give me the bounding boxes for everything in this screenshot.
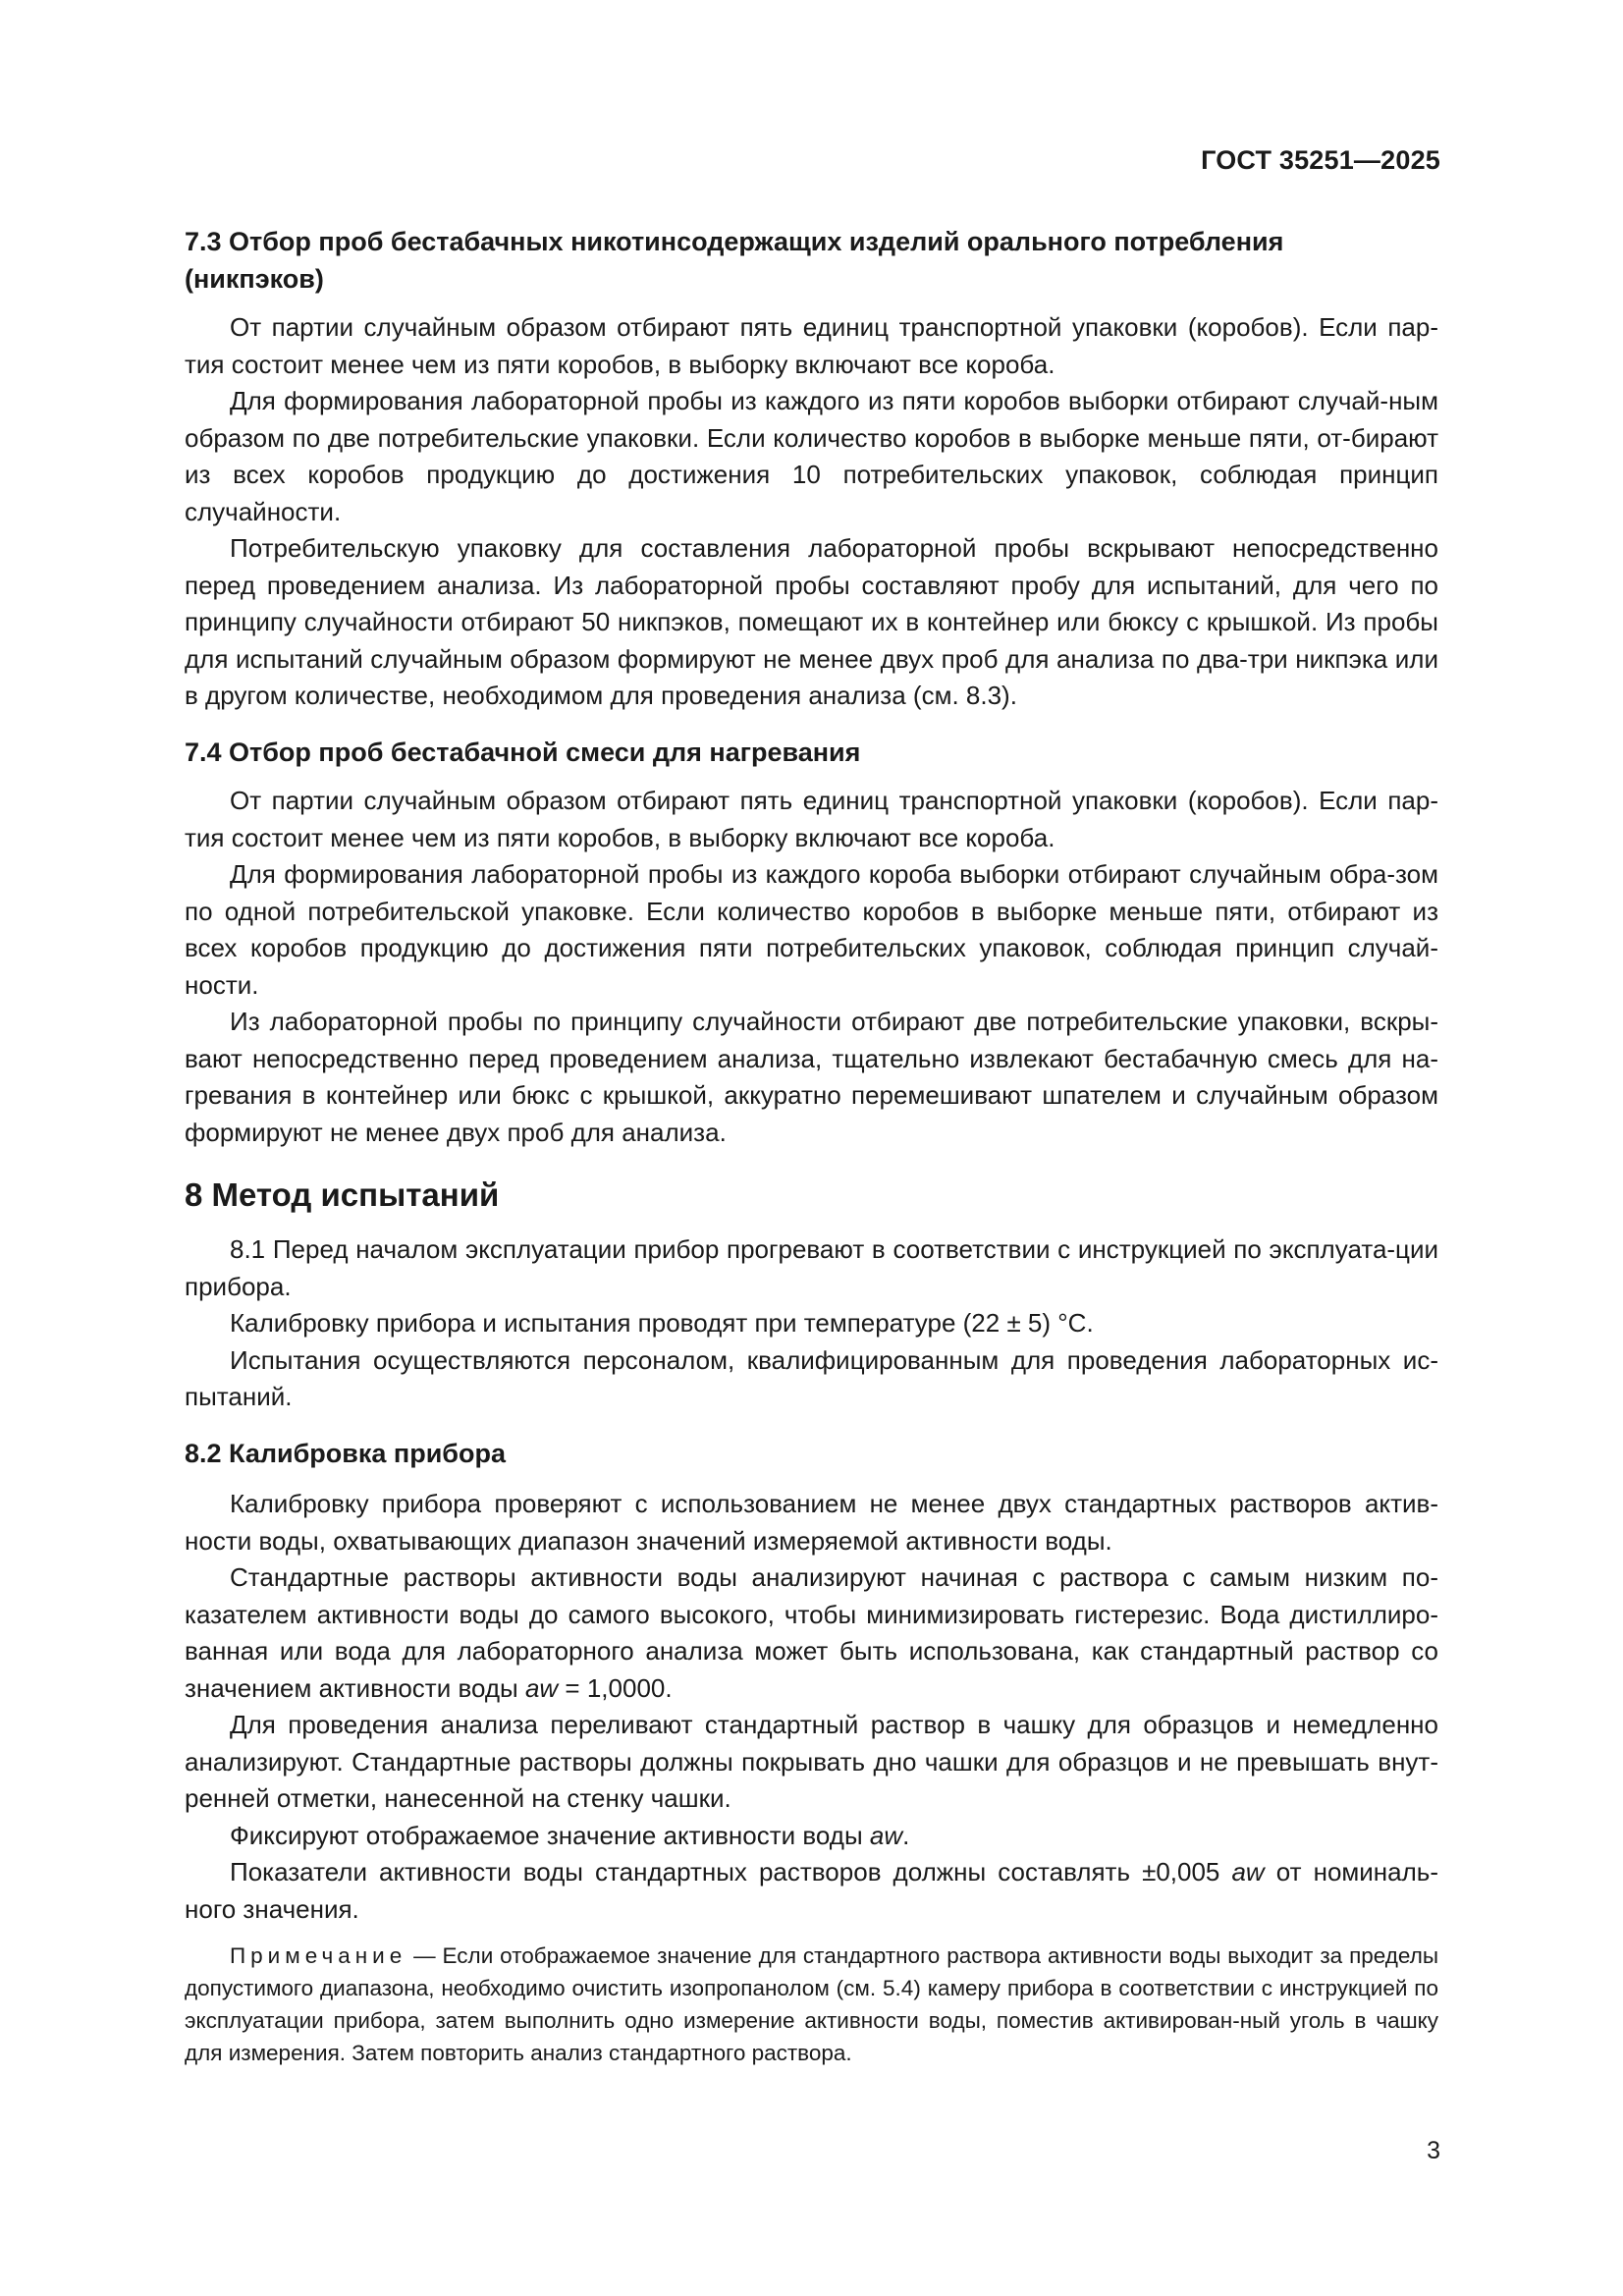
- note-text: — Если отображаемое значение для стандартного раствора активности воды выходит за пределы допустимого диапазона, необходимо очистить изопропанолом (см. 5.4) камеру прибора в соответствии с инструкцией по эксплуатации прибора, затем выполнить одно измерение активности воды, поместив активирован-ный уголь в чашку для измерения. Затем повторить анализ стандартного раствора.: [185, 1943, 1438, 2065]
- aw-variable: aw: [1231, 1857, 1265, 1886]
- paragraph-text-end: .: [902, 1820, 910, 1850]
- paragraph-text: Стандартные растворы активности воды анализируют начиная с раствора с самым низким по-казателем активности воды до самого высокого, чтобы минимизировать гистерезис. Вода дистиллиро-ванная или вода для лабораторного анализа может быть использована, как стандартный раствор со значением активности воды: [185, 1562, 1438, 1703]
- section-7-4-paragraph-3: Из лабораторной пробы по принципу случайности отбирают две потребительские упаковки, вскры-вают непосредственно перед проведением анализа, тщательно извлекают бестабачную смесь для на-гревания в контейнер или бюкс с крышкой, аккуратно перемешивают шпателем и случайным образом формируют не менее двух проб для анализа.: [185, 1007, 1438, 1147]
- section-7-4-paragraph-2: Для формирования лабораторной пробы из каждого короба выборки отбирают случайным обра-зом по одной потребительской упаковке. Если количество коробов в выборке меньше пяти, отбирают из всех коробов продукцию до достижения пяти потребительских упаковок, соблюдая принцип случай-ности.: [185, 859, 1438, 1000]
- section-8-title: 8 Метод испытаний: [185, 1176, 500, 1213]
- section-7-3-paragraph-2: Для формирования лабораторной пробы из каждого из пяти коробов выборки отбирают случай-ным образом по две потребительские упаковки. Если количество коробов в выборке меньше пяти, от-бирают из всех коробов продукцию до достижения 10 потребительских упаковок, соблюдая принцип случайности.: [185, 386, 1438, 526]
- section-7-4-title: 7.4 Отбор проб бестабачной смеси для нагревания: [185, 737, 861, 767]
- paragraph-text-end: = 1,0000.: [558, 1672, 673, 1703]
- section-7-3-paragraph-3: Потребительскую упаковку для составления лабораторной пробы вскрывают непосредственно перед проведением анализа. Из лабораторной пробы составляют пробу для испытаний, для чего по принципу случайности отбирают 50 никпэков, помещают их в контейнер или бюксу с крышкой. Из пробы для испытаний случайным образом формируют не менее двух проб для анализа по два-три никпэка или в другом количестве, необходимом для проведения анализа (см. 8.3).: [185, 533, 1438, 710]
- section-7-3-title: [185, 224, 1438, 298]
- paragraph-text: Фиксируют отображаемое значение активности воды: [230, 1820, 870, 1850]
- paragraph-text: Показатели активности воды стандартных растворов должны составлять ±0,005: [230, 1857, 1232, 1886]
- section-8-1-paragraph: 8.1 Перед началом эксплуатации прибор прогревают в соответствии с инструкцией по эксплуата-ции прибора.: [185, 1234, 1438, 1301]
- note-lead: Примечание: [230, 1943, 407, 1968]
- paragraph-text-end: от номиналь-ного значения.: [185, 1857, 1439, 1924]
- section-8-2-paragraph-1: Калибровку прибора проверяют с использованием не менее двух стандартных растворов актив-ности воды, охватывающих диапазон значений измеряемой активности воды.: [185, 1489, 1438, 1556]
- section-7-3-title-line1: 7.3 Отбор проб бестабачных никотинсодержащих изделий орального потребления: [185, 227, 1284, 256]
- note: [185, 1940, 1438, 2069]
- section-8-2-paragraph-2: [185, 1559, 1438, 1707]
- section-7-3-paragraph-1: От партии случайным образом отбирают пять единиц транспортной упаковки (коробов). Если пар-тия состоит менее чем из пяти коробов, в выборку включают все короба.: [185, 312, 1438, 379]
- section-8-2-title: 8.2 Калибровка прибора: [185, 1438, 506, 1468]
- document-id: ГОСТ 35251—2025: [1201, 145, 1440, 175]
- page-number: 3: [1427, 2137, 1440, 2164]
- section-8-2-paragraph-3: Для проведения анализа переливают стандартный раствор в чашку для образцов и немедленно анализируют. Стандартные растворы должны покрывать дно чашки для образцов и не превышать внут-ренней отметки, нанесенной на стенку чашки.: [185, 1710, 1438, 1813]
- page-content: [185, 224, 1438, 2069]
- section-7-3-title-line2: (никпэков): [185, 263, 324, 294]
- section-8-2-paragraph-5: [185, 1854, 1438, 1928]
- section-8-paragraph-2: Калибровку прибора и испытания проводят при температуре (22 ± 5) °С.: [230, 1308, 1094, 1338]
- aw-variable: aw: [524, 1672, 559, 1703]
- section-7-4-paragraph-1: От партии случайным образом отбирают пять единиц транспортной упаковки (коробов). Если пар-тия состоит менее чем из пяти коробов, в выборку включают все короба.: [185, 786, 1438, 852]
- section-8-2-paragraph-4: [185, 1818, 1438, 1855]
- aw-variable: aw: [869, 1820, 903, 1850]
- section-8-paragraph-3: Испытания осуществляются персоналом, квалифицированным для проведения лабораторных ис-пытаний.: [185, 1344, 1438, 1411]
